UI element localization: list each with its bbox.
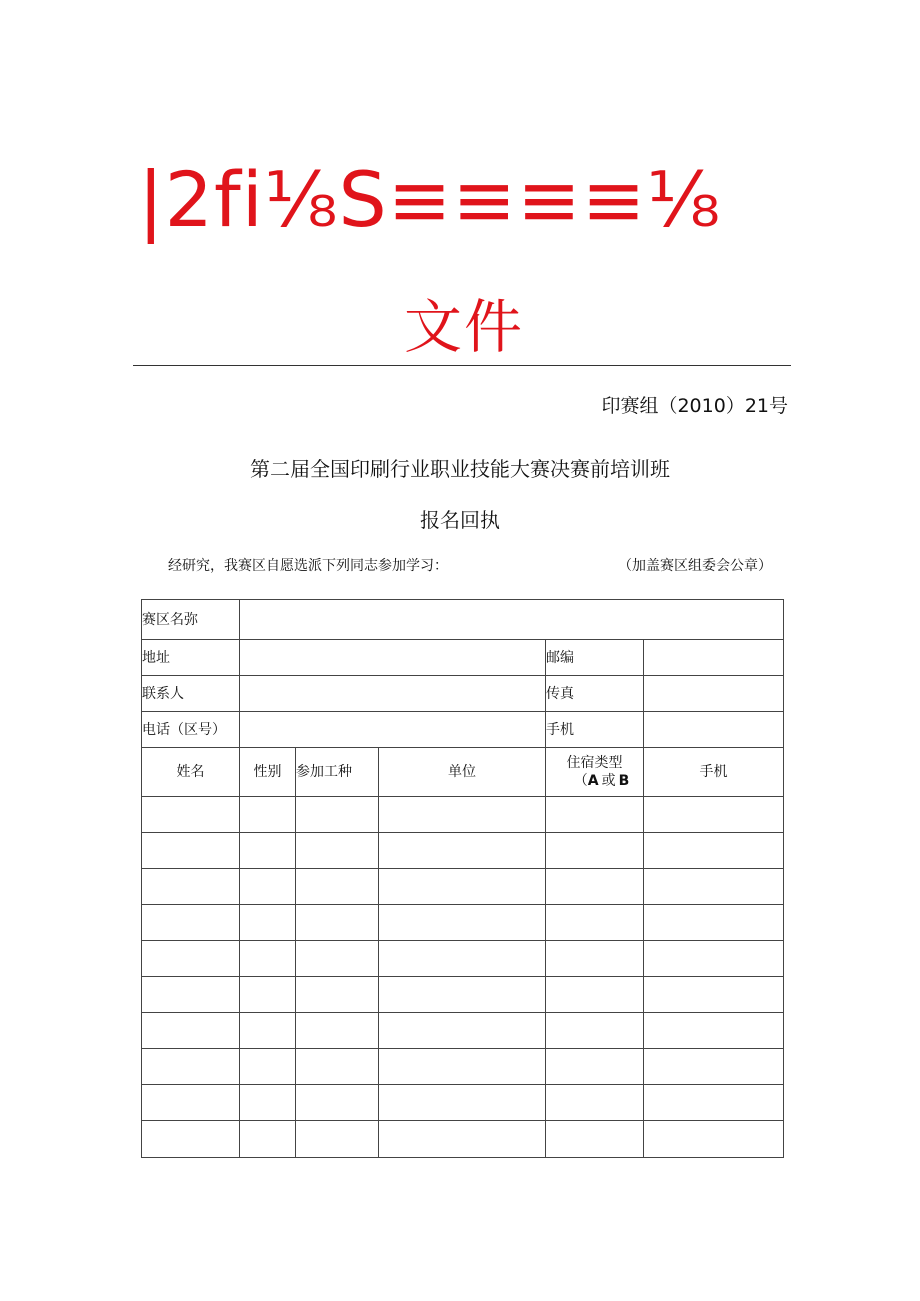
participant-unit-cell[interactable]: [379, 797, 546, 833]
participant-trade-cell[interactable]: [296, 797, 379, 833]
document-title: 第二届全国印刷行业职业技能大赛决赛前培训班: [250, 457, 670, 481]
participant-name-cell[interactable]: [142, 869, 240, 905]
registration-form-table: [141, 599, 784, 1158]
participant-unit-cell[interactable]: [379, 941, 546, 977]
participant-stay-cell[interactable]: [546, 1013, 644, 1049]
participant-mobile-cell[interactable]: [644, 1121, 784, 1158]
participant-gender-cell[interactable]: [240, 1049, 296, 1085]
fax-field[interactable]: [644, 676, 784, 712]
participant-unit-cell[interactable]: [379, 1085, 546, 1121]
participant-gender-cell[interactable]: [240, 941, 296, 977]
participant-stay-cell[interactable]: [546, 1085, 644, 1121]
participant-gender-cell[interactable]: [240, 833, 296, 869]
participant-mobile-cell[interactable]: [644, 869, 784, 905]
participant-name-cell[interactable]: [142, 905, 240, 941]
participant-stay-cell[interactable]: [546, 1049, 644, 1085]
col-unit-header: 单位: [379, 748, 546, 797]
phone-field[interactable]: [240, 712, 546, 748]
participant-row: [142, 1085, 784, 1121]
postcode-field[interactable]: [644, 640, 784, 676]
contact-row: [142, 676, 784, 712]
participant-row: [142, 797, 784, 833]
participant-gender-cell[interactable]: [240, 977, 296, 1013]
participant-gender-cell[interactable]: [240, 797, 296, 833]
col-mobile-header: 手机: [644, 748, 784, 797]
participant-unit-cell[interactable]: [379, 833, 546, 869]
participant-row: [142, 833, 784, 869]
participant-mobile-cell[interactable]: [644, 905, 784, 941]
postcode-label: 邮编: [546, 640, 644, 676]
phone-label: 电话（区号）: [142, 712, 240, 748]
participant-name-cell[interactable]: [142, 1121, 240, 1158]
document-subtitle: 报名回执: [420, 508, 500, 532]
participant-row: [142, 977, 784, 1013]
participant-gender-cell[interactable]: [240, 1085, 296, 1121]
header-divider: [133, 365, 791, 366]
participant-name-cell[interactable]: [142, 1013, 240, 1049]
participant-unit-cell[interactable]: [379, 1049, 546, 1085]
contact-label: 联系人: [142, 676, 240, 712]
participant-stay-cell[interactable]: [546, 941, 644, 977]
fax-label: 传真: [546, 676, 644, 712]
stay-type-open-paren: （: [573, 773, 588, 789]
participant-name-cell[interactable]: [142, 1085, 240, 1121]
participant-stay-cell[interactable]: [546, 905, 644, 941]
participant-trade-cell[interactable]: [296, 1013, 379, 1049]
phone-row: [142, 712, 784, 748]
participant-stay-cell[interactable]: [546, 797, 644, 833]
participant-row: [142, 1121, 784, 1158]
participant-mobile-cell[interactable]: [644, 797, 784, 833]
stay-type-option-b: B: [618, 773, 630, 789]
participant-gender-cell[interactable]: [240, 869, 296, 905]
participant-mobile-cell[interactable]: [644, 977, 784, 1013]
participant-row: [142, 869, 784, 905]
stay-type-option-a: A: [587, 773, 599, 789]
participant-name-cell[interactable]: [142, 797, 240, 833]
participant-stay-cell[interactable]: [546, 833, 644, 869]
mobile-field[interactable]: [644, 712, 784, 748]
mobile-label: 手机: [546, 712, 644, 748]
stay-type-line1: 住宿类型: [566, 755, 623, 771]
participant-unit-cell[interactable]: [379, 977, 546, 1013]
participant-gender-cell[interactable]: [240, 905, 296, 941]
col-gender-header: 性别: [240, 748, 296, 797]
participant-name-cell[interactable]: [142, 941, 240, 977]
participant-name-cell[interactable]: [142, 1049, 240, 1085]
participant-trade-cell[interactable]: [296, 1085, 379, 1121]
participant-mobile-cell[interactable]: [644, 1013, 784, 1049]
contact-field[interactable]: [240, 676, 546, 712]
issuer-name-header: |2fi⅛S≡≡≡≡⅛: [138, 155, 722, 244]
region-name-row: [142, 600, 784, 640]
participant-stay-cell[interactable]: [546, 977, 644, 1013]
participant-unit-cell[interactable]: [379, 869, 546, 905]
participant-mobile-cell[interactable]: [644, 833, 784, 869]
participant-row: [142, 905, 784, 941]
participant-stay-cell[interactable]: [546, 869, 644, 905]
region-name-field[interactable]: [240, 600, 784, 640]
participant-mobile-cell[interactable]: [644, 1085, 784, 1121]
document-number: 印赛组（2010）21号: [601, 395, 788, 417]
participant-mobile-cell[interactable]: [644, 1049, 784, 1085]
stay-type-line2: [546, 772, 643, 790]
stamp-note: （加盖赛区组委会公章）: [618, 558, 772, 574]
document-type-header: 文件: [403, 293, 524, 361]
participant-name-cell[interactable]: [142, 977, 240, 1013]
participant-row: [142, 1013, 784, 1049]
participant-trade-cell[interactable]: [296, 977, 379, 1013]
participant-trade-cell[interactable]: [296, 869, 379, 905]
participants-header-row: [142, 748, 784, 797]
address-label: 地址: [142, 640, 240, 676]
participant-gender-cell[interactable]: [240, 1013, 296, 1049]
region-name-label: 赛区名弥: [142, 600, 240, 640]
participant-row: [142, 1049, 784, 1085]
address-row: [142, 640, 784, 676]
col-trade-header: 参加工种: [296, 748, 379, 797]
col-stay-type-header: [546, 748, 644, 797]
address-field[interactable]: [240, 640, 546, 676]
stay-type-or: 或: [601, 773, 616, 789]
participant-trade-cell[interactable]: [296, 1049, 379, 1085]
participant-row: [142, 941, 784, 977]
participant-unit-cell[interactable]: [379, 1121, 546, 1158]
participant-trade-cell[interactable]: [296, 1121, 379, 1158]
participant-unit-cell[interactable]: [379, 905, 546, 941]
participant-unit-cell[interactable]: [379, 1013, 546, 1049]
intro-text: 经研究，我赛区自愿选派下列同志参加学习：: [168, 558, 448, 574]
participant-mobile-cell[interactable]: [644, 941, 784, 977]
participant-name-cell[interactable]: [142, 833, 240, 869]
participant-stay-cell[interactable]: [546, 1121, 644, 1158]
col-name-header: 姓名: [142, 748, 240, 797]
participant-trade-cell[interactable]: [296, 905, 379, 941]
participant-gender-cell[interactable]: [240, 1121, 296, 1158]
participant-trade-cell[interactable]: [296, 833, 379, 869]
participant-trade-cell[interactable]: [296, 941, 379, 977]
